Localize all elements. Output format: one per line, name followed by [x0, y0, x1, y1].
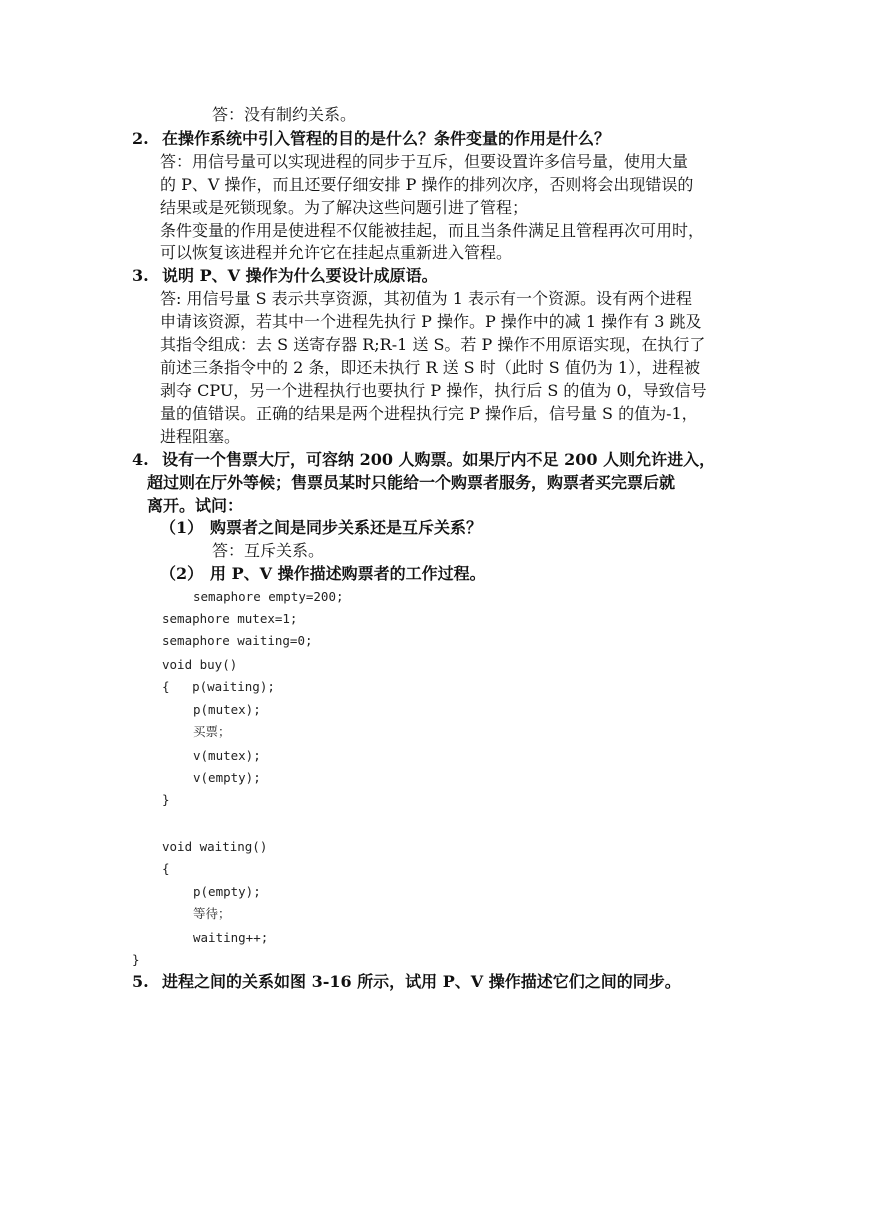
- q3-answer-line: 前述三条指令中的 2 条，即还未执行 R 送 S 时（此时 S 值仍为 1），进程被: [160, 358, 701, 377]
- code-line: p(mutex);: [193, 702, 261, 717]
- q4-number: 4.: [132, 450, 149, 469]
- code-line: }: [162, 792, 170, 807]
- q3-answer-line: 答: 用信号量 S 表示共享资源，其初值为 1 表示有一个资源。设有两个进程: [160, 289, 692, 308]
- code-line: 等待；: [193, 906, 231, 921]
- code-line: void waiting(): [162, 839, 268, 854]
- code-line: void buy(): [162, 657, 238, 672]
- q4-sub1-title: 购票者之间是同步关系还是互斥关系？: [210, 518, 483, 537]
- q2-answer-line: 可以恢复该进程并允许它在挂起点重新进入管程。: [160, 243, 513, 262]
- code-line: waiting++;: [193, 930, 269, 945]
- q3-answer-line: 其指令组成：去 S 送寄存器 R;R-1 送 S。若 P 操作不用原语实现，在执行了: [160, 335, 706, 354]
- q3-answer-line: 剥夺 CPU，另一个进程执行也要执行 P 操作，执行后 S 的值为 0，导致信号: [160, 381, 707, 400]
- code-line: { p(waiting);: [162, 679, 275, 694]
- q4-sub2-number: （2）: [160, 564, 204, 583]
- code-line: p(empty);: [193, 884, 261, 899]
- previous-answer: 答：没有制约关系。: [212, 105, 357, 124]
- q3-title: 说明 P、V 操作为什么要设计成原语。: [162, 266, 438, 285]
- q2-answer-line: 答：用信号量可以实现进程的同步于互斥，但要设置许多信号量，使用大量: [160, 152, 689, 171]
- code-line: }: [132, 952, 140, 967]
- q4-title-line: 设有一个售票大厅，可容纳 200 人购票。如果厅内不足 200 人则允许进入，: [162, 450, 716, 469]
- q2-answer-line: 的 P、V 操作，而且还要仔细安排 P 操作的排列次序，否则将会出现错误的: [160, 175, 694, 194]
- code-line: semaphore waiting=0;: [162, 633, 313, 648]
- q4-sub1-answer: 答：互斥关系。: [212, 541, 325, 560]
- code-line: 买票；: [193, 724, 231, 739]
- q4-title-line: 超过则在厅外等候；售票员某时只能给一个购票者服务，购票者买完票后就: [147, 473, 676, 492]
- code-line: {: [162, 861, 170, 876]
- q2-number: 2.: [132, 129, 149, 148]
- code-line: semaphore mutex=1;: [162, 611, 298, 626]
- q3-answer-line: 进程阻塞。: [160, 427, 241, 446]
- q2-answer-line: 结果或是死锁现象。为了解决这些问题引进了管程；: [160, 198, 529, 217]
- q4-sub1-number: （1）: [160, 518, 204, 537]
- code-line: semaphore empty=200;: [193, 589, 344, 604]
- q3-answer-line: 申请该资源，若其中一个进程先执行 P 操作。P 操作中的减 1 操作有 3 跳及: [160, 312, 702, 331]
- code-line: v(mutex);: [193, 748, 261, 763]
- q2-answer-line: 条件变量的作用是使进程不仅能被挂起，而且当条件满足且管程再次可用时，: [160, 221, 705, 240]
- q5-title: 进程之间的关系如图 3-16 所示，试用 P、V 操作描述它们之间的同步。: [162, 972, 681, 991]
- q5-number: 5.: [132, 972, 149, 991]
- q3-number: 3.: [132, 266, 149, 285]
- q4-title-line: 离开。试问：: [147, 496, 244, 515]
- q2-title: 在操作系统中引入管程的目的是什么？条件变量的作用是什么？: [162, 129, 611, 148]
- q3-answer-line: 量的值错误。正确的结果是两个进程执行完 P 操作后，信号量 S 的值为-1，: [160, 404, 698, 423]
- code-line: v(empty);: [193, 770, 261, 785]
- q4-sub2-title: 用 P、V 操作描述购票者的工作过程。: [210, 564, 486, 583]
